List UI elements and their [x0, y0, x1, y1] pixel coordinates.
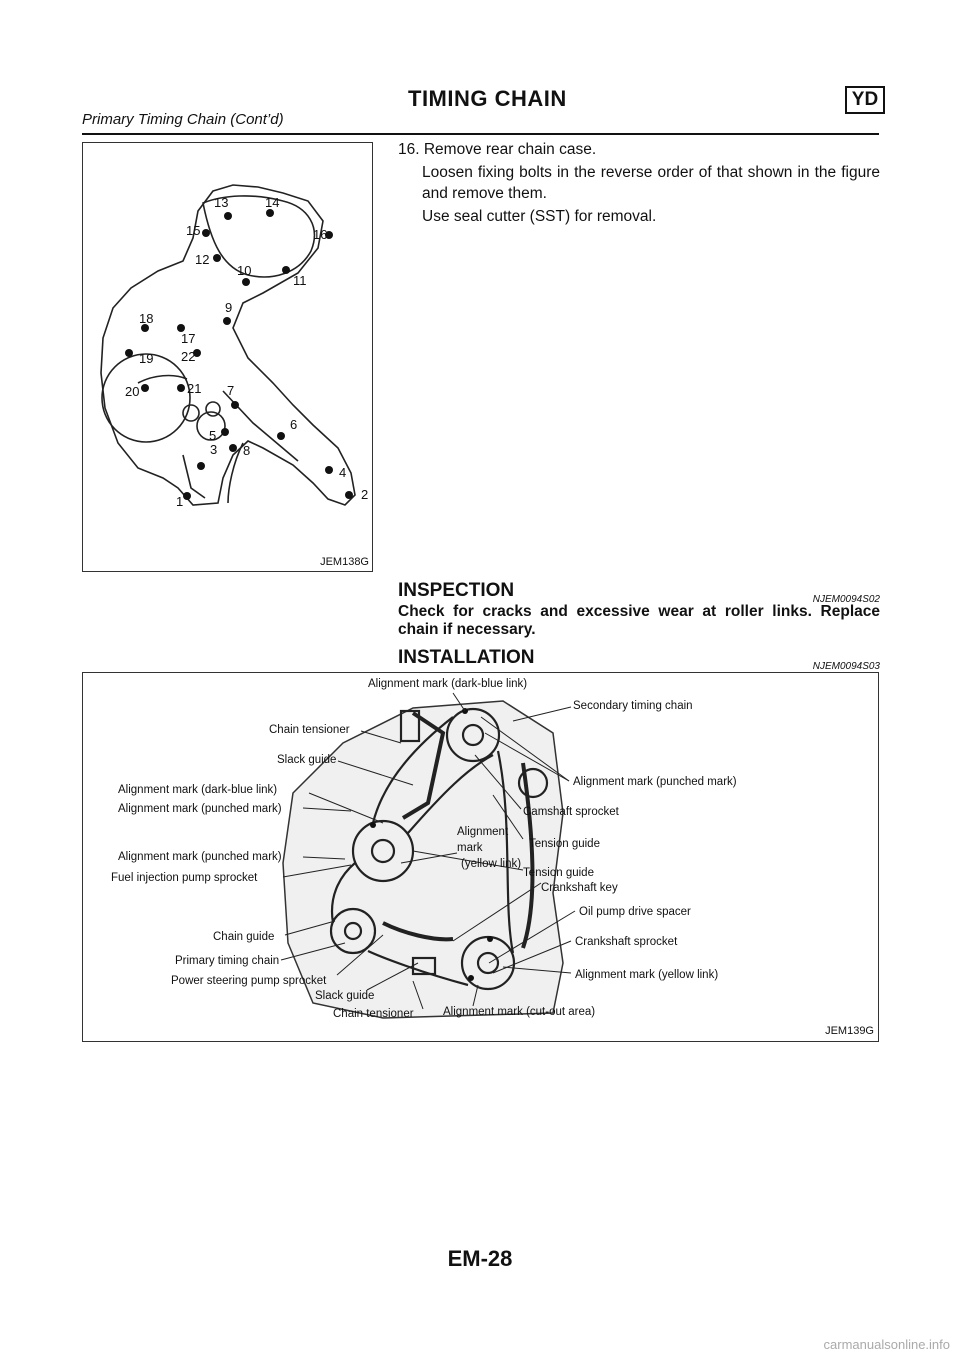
page-title: TIMING CHAIN	[408, 86, 567, 111]
label-align-cutout: Alignment mark (cut-out area)	[443, 1006, 596, 1018]
bolt-label-15: 15	[186, 223, 201, 238]
label-align-punched-left2: Alignment mark (punched mark)	[118, 851, 282, 863]
bolt-label-8: 8	[243, 443, 251, 458]
bolt-label-4: 4	[339, 465, 347, 480]
label-align-darkblue-top: Alignment mark (dark-blue link)	[368, 678, 528, 690]
label-crankshaft-key: Crankshaft key	[541, 882, 618, 894]
label-camshaft-sprocket: Camshaft sprocket	[523, 806, 619, 818]
rear-chain-case-figure	[82, 142, 373, 572]
bolt-label-1: 1	[176, 494, 184, 509]
watermark: carmanualsonline.info	[823, 1337, 950, 1352]
label-align-yellow-mid-3: (yellow link)	[461, 858, 522, 870]
label-secondary-chain: Secondary timing chain	[573, 700, 693, 712]
label-align-yellow-mid-2: mark	[457, 842, 483, 854]
bolt-label-9: 9	[225, 300, 233, 315]
bolt-label-17: 17	[181, 331, 196, 346]
bolt-label-7: 7	[227, 383, 235, 398]
installation-heading: INSTALLATION	[398, 647, 535, 668]
label-chain-tensioner-top: Chain tensioner	[269, 724, 350, 736]
label-chain-tensioner-bottom: Chain tensioner	[333, 1008, 414, 1020]
bolt-label-5: 5	[209, 428, 217, 443]
bolt-label-16: 16	[313, 227, 328, 242]
label-align-darkblue-left: Alignment mark (dark-blue link)	[118, 784, 278, 796]
label-slack-guide-bottom: Slack guide	[315, 990, 375, 1002]
label-slack-guide-top: Slack guide	[277, 754, 337, 766]
label-oil-pump-spacer: Oil pump drive spacer	[579, 906, 691, 918]
figure1-code: JEM138G	[320, 556, 369, 568]
label-fuel-pump-sprocket: Fuel injection pump sprocket	[111, 872, 258, 884]
timing-chain-drawing	[83, 673, 878, 1041]
bolt-label-22: 22	[181, 349, 196, 364]
bolt-label-18: 18	[139, 311, 154, 326]
label-chain-guide: Chain guide	[213, 931, 275, 943]
header-rule	[82, 133, 879, 135]
inspection-heading: INSPECTION	[398, 580, 515, 601]
bolt-label-2: 2	[361, 487, 369, 502]
page-subtitle: Primary Timing Chain (Cont’d)	[82, 111, 284, 128]
installation-code: NJEM0094S03	[812, 661, 880, 672]
label-ps-pump-sprocket: Power steering pump sprocket	[171, 975, 327, 987]
label-align-punched-left1: Alignment mark (punched mark)	[118, 803, 282, 815]
figure2-code: JEM139G	[825, 1025, 874, 1037]
label-tension-guide-1: Tension guide	[529, 838, 600, 850]
bolt-label-6: 6	[290, 417, 298, 432]
bolt-label-20: 20	[125, 384, 140, 399]
step-16-heading: 16. Remove rear chain case.	[398, 141, 597, 158]
step-16-line1: Loosen fixing bolts in the reverse order of that shown in the figure and remove them.	[422, 164, 880, 202]
installation-figure	[82, 672, 879, 1042]
bolt-label-14: 14	[265, 195, 280, 210]
engine-badge: YD	[845, 86, 885, 114]
label-tension-guide-2: Tension guide	[523, 867, 594, 879]
inspection-text: Check for cracks and excessive wear at roller links. Replace chain if necessary.	[398, 603, 880, 638]
inspection-code: NJEM0094S02	[812, 594, 880, 605]
label-align-yellow-mid-1: Alignment	[457, 826, 509, 838]
label-align-punched-right: Alignment mark (punched mark)	[573, 776, 737, 788]
bolt-label-10: 10	[237, 263, 252, 278]
label-crankshaft-sprocket: Crankshaft sprocket	[575, 936, 678, 948]
bolt-label-19: 19	[139, 351, 154, 366]
bolt-label-13: 13	[214, 195, 229, 210]
label-primary-chain: Primary timing chain	[175, 955, 280, 967]
label-align-yellow-link: Alignment mark (yellow link)	[575, 969, 719, 981]
page-number: EM-28	[447, 1246, 513, 1271]
step-16	[398, 139, 880, 229]
bolt-label-11: 11	[293, 273, 307, 288]
bolt-label-12: 12	[195, 252, 210, 267]
bolt-label-3: 3	[210, 442, 218, 457]
bolt-label-21: 21	[187, 381, 202, 396]
rear-chain-case-drawing	[83, 143, 372, 571]
step-16-line2: Use seal cutter (SST) for removal.	[422, 208, 657, 225]
